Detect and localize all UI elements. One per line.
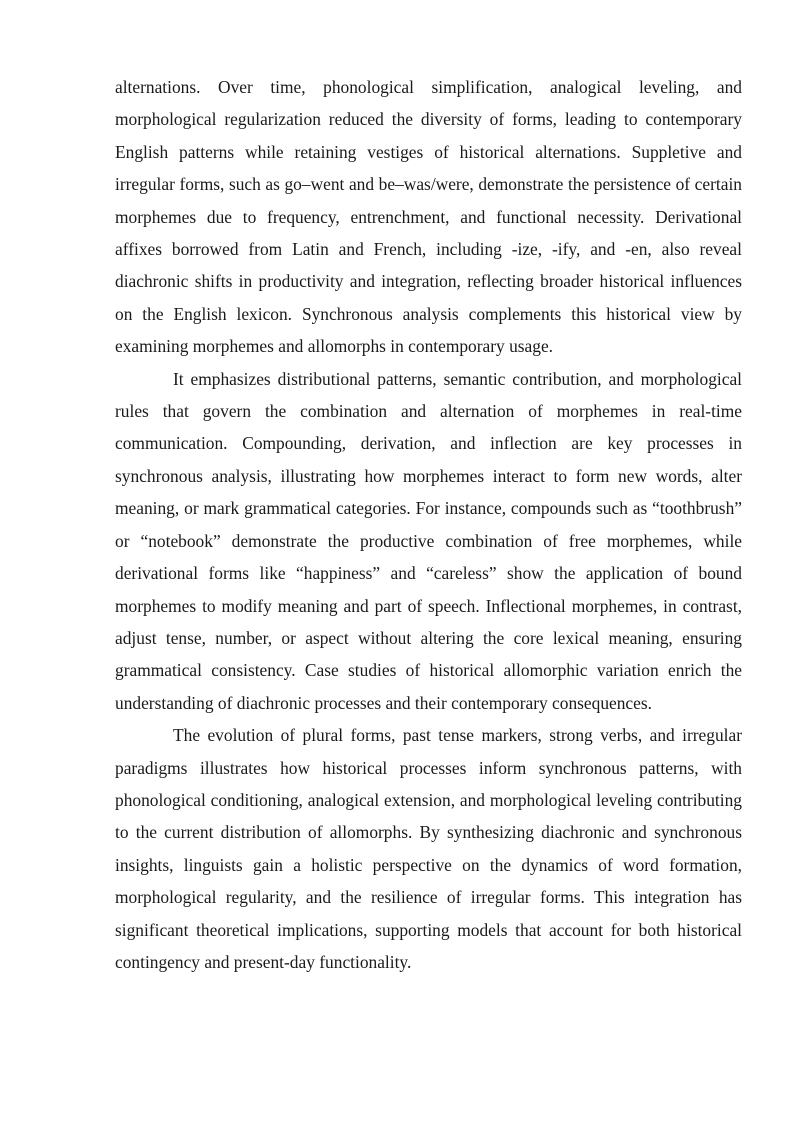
- paragraph-continuation: alternations. Over time, phonological simplification, analogical leveling, and morphological regularization reduced the diversity of forms, leading to contemporary English patterns while retaining vestiges of historical alternations. Suppletive and irregular forms, such as go–went and be–was/were, demonstrate the persistence of certain morphemes due to frequency, entrenchment, and functional necessity. Derivational affixes borrowed from Latin and French, including -ize, -ify, and -en, also reveal diachronic shifts in productivity and integration, reflecting broader historical influences on the English lexicon. Synchronous analysis complements this historical view by examining morphemes and allomorphs in contemporary usage.: [115, 77, 742, 357]
- body-text: [115, 71, 742, 978]
- paragraph-synchronous-analysis: It emphasizes distributional patterns, semantic contribution, and morphological rules that govern the combination and alternation of morphemes in real-time communication. Compounding, derivation, and inflection are key processes in synchronous analysis, illustrating how morphemes interact to form new words, alter meaning, or mark grammatical categories. For instance, compounds such as “toothbrush” or “notebook” demonstrate the productive combination of free morphemes, while derivational forms like “happiness” and “careless” show the application of bound morphemes to modify meaning and part of speech. Inflectional morphemes, in contrast, adjust tense, number, or aspect without altering the core lexical meaning, ensuring grammatical consistency. Case studies of historical allomorphic variation enrich the understanding of diachronic processes and their contemporary consequences.: [115, 368, 742, 713]
- paragraph-evolution-of-forms: The evolution of plural forms, past tense markers, strong verbs, and irregular paradigms illustrates how historical processes inform synchronous patterns, with phonological conditioning, analogical extension, and morphological leveling contributing to the current distribution of allomorphs. By synthesizing diachronic and synchronous insights, linguists gain a holistic perspective on the dynamics of word formation, morphological regularity, and the resilience of irregular forms. This integration has significant theoretical implications, supporting models that account for both historical contingency and present-day functionality.: [115, 725, 742, 972]
